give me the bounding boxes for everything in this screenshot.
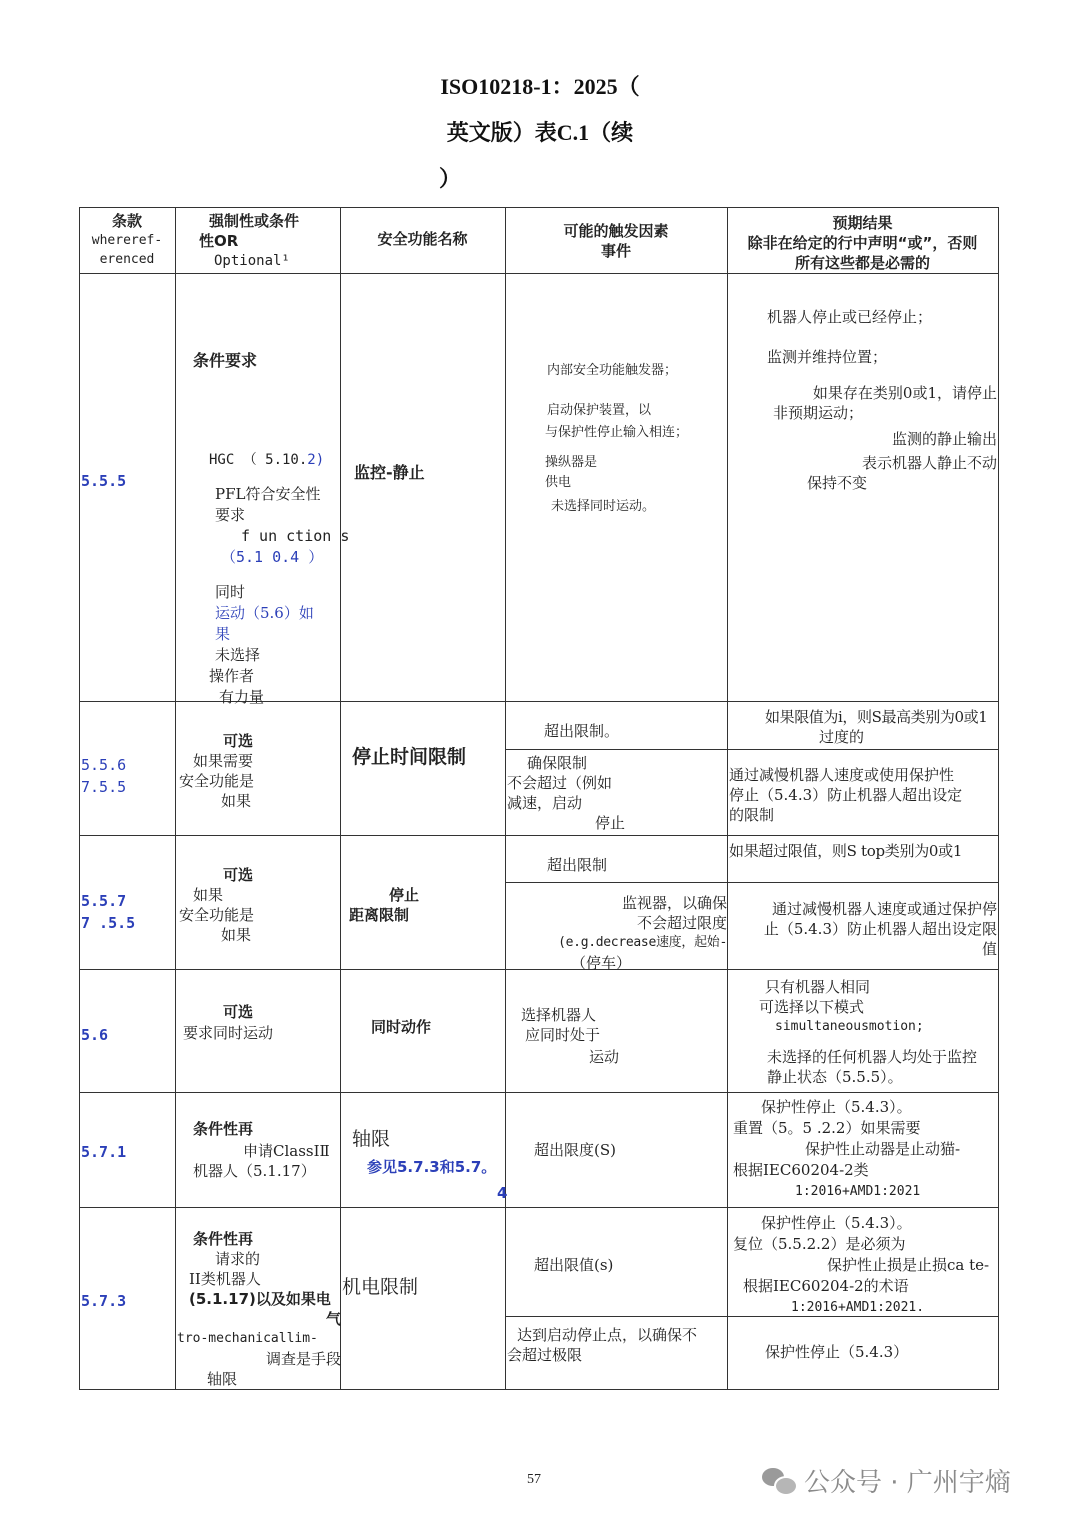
requirement-title: 条件性再 <box>193 1230 254 1248</box>
result-lines: 通过减慢机器人速度或使用保护性 停止（5.4.3）防止机器人超出设定 的限制 <box>729 766 963 824</box>
trigger-exceed-limit: 超出限度(S) <box>534 1141 616 1159</box>
requirement-line: 要求同时运动 <box>183 1024 274 1042</box>
requirement-line: HGC （ 5.10.2) <box>209 452 325 468</box>
result-lines: 只有机器人相同 可选择以下模式 simultaneousmotion; 未选择的任何机器人均处于监控 静止状态（5.5.5）。 <box>759 978 978 1086</box>
result-exceed: 如果超过限值，则S top类别为0或1 <box>729 842 963 860</box>
trigger-exceed-limit: 超出限值(s) <box>534 1256 614 1274</box>
header-expected-result: 预期结果 <box>832 214 893 232</box>
requirement-title: 条件性再 <box>193 1120 254 1138</box>
trigger-lines: 确保限制 不会超过（例如 减速，启动 停止 <box>507 754 626 832</box>
safety-function-table <box>79 207 999 1390</box>
header-optional: Optional¹ <box>214 253 290 269</box>
function-stopping-distance-limit: 停止 距离限制 <box>349 886 420 924</box>
trigger-lines: 内部安全功能触发器； 启动保护装置，以 与保护性停止输入相连； 操纵器是 供电 未选择同时运动。 <box>545 363 689 514</box>
requirement-title: 条件要求 <box>193 351 258 370</box>
wechat-icon <box>762 1466 796 1496</box>
result-protective-stop: 保护性停止（5.4.3） <box>765 1343 909 1361</box>
result-lines: 保护性停止（5.4.3）。 重置（5。5 .2.2）如果需要 保护性止动器是止动猫- 根据IEC60204-2类 1:2016+AMD1:2021 <box>733 1098 961 1199</box>
clause-5-5-6: 5.5.6 7.5.5 <box>81 756 127 796</box>
watermark-text: 公众号 · 广州宇熵 <box>804 1468 1011 1498</box>
clause-5-5-7: 5.5.7 7 .5.5 <box>81 892 136 932</box>
trigger-exceed-limit: 超出限制 <box>547 856 608 874</box>
requirement-lines: 如果需要 安全功能是 如果 <box>179 752 255 810</box>
clause-5-5-5: 5.5.5 <box>81 472 127 490</box>
function-axis-limit: 轴限 <box>352 1128 391 1150</box>
trigger-lines: 达到启动停止点，以确保不 会超过极限 <box>507 1326 698 1364</box>
result-lines: 如果限值为i，则S最高类别为0或1 过度的 <box>765 708 988 746</box>
function-stopping-time-limit: 停止时间限制 <box>352 746 467 768</box>
header-mandatory: 强制性或条件 <box>209 212 300 230</box>
header-trigger: 可能的触发因素 <box>563 222 669 240</box>
doc-title-line3: ） <box>438 166 461 191</box>
header-clause-sub2: erenced <box>99 252 155 267</box>
header-expected-note1: 除非在给定的行中声明“或”，否则 <box>747 234 978 252</box>
header-clause-sub1: whereref- <box>91 233 163 248</box>
function-reference-cont: 4 <box>497 1184 508 1202</box>
page-number: 57 <box>527 1472 541 1487</box>
watermark <box>762 1462 1011 1499</box>
header-function-name: 安全功能名称 <box>377 230 468 248</box>
header-trigger-event: 事件 <box>600 242 631 260</box>
header-mandatory-or: 性OR <box>199 232 239 250</box>
doc-title-line1: ISO10218-1：2025（ <box>440 74 640 99</box>
function-electromechanical-limit: 机电限制 <box>342 1276 419 1298</box>
function-reference: 参见5.7.3和5.7。 <box>367 1158 497 1176</box>
result-lines: 机器人停止或已经停止； 监测并维持位置； 如果存在类别0或1，请停止 非预期运动； 监测的静止输出 表示机器人静止不动 保持不变 <box>767 308 997 492</box>
requirement-lines: 请求的 II类机器人 (5.1.17)以及如果电 气 tro-mechanicallim- 调查是手段 轴限 <box>177 1250 341 1388</box>
result-lines: 通过减慢机器人速度或通过保护停 止（5.4.3）防止机器人超出设定限 值 <box>763 900 997 958</box>
clause-5-7-1: 5.7.1 <box>81 1143 127 1161</box>
function-simultaneous-motion: 同时动作 <box>371 1018 432 1036</box>
header-clause: 条款 <box>111 212 142 230</box>
requirement-title: 可选 <box>223 866 254 884</box>
doc-title-line2: 英文版）表C.1（续 <box>446 120 634 145</box>
trigger-lines: 监视器，以确保 不会超过限度 (e.g.decrease速度，起始- （停车） <box>558 894 727 972</box>
requirement-title: 可选 <box>223 1003 254 1021</box>
requirement-lines: 申请ClassⅠⅡ 机器人（5.1.17） <box>193 1142 330 1180</box>
requirement-lines: 如果 安全功能是 如果 <box>179 886 255 944</box>
clause-5-7-3: 5.7.3 <box>81 1292 127 1310</box>
header-expected-note2: 所有这些都是必需的 <box>794 254 930 272</box>
clause-5-6: 5.6 <box>81 1026 109 1044</box>
requirement-lines: PFL符合安全性 要求 f un ction s （5.1 0.4 ） 同时 运动（5.6）如 果 未选择 操作者 有力量 <box>209 485 350 706</box>
trigger-lines: 选择机器人 应同时处于 运动 <box>521 1006 620 1066</box>
requirement-title: 可选 <box>223 732 254 750</box>
function-monitored-standstill: 监控-静止 <box>354 463 425 482</box>
result-lines: 保护性停止（5.4.3）。 复位（5.5.2.2）是必须为 保护性止损是止损ca te- 根据IEC60204-2的术语 1:2016+AMD1:2021. <box>733 1214 990 1315</box>
trigger-exceed-limit: 超出限制。 <box>544 722 620 740</box>
